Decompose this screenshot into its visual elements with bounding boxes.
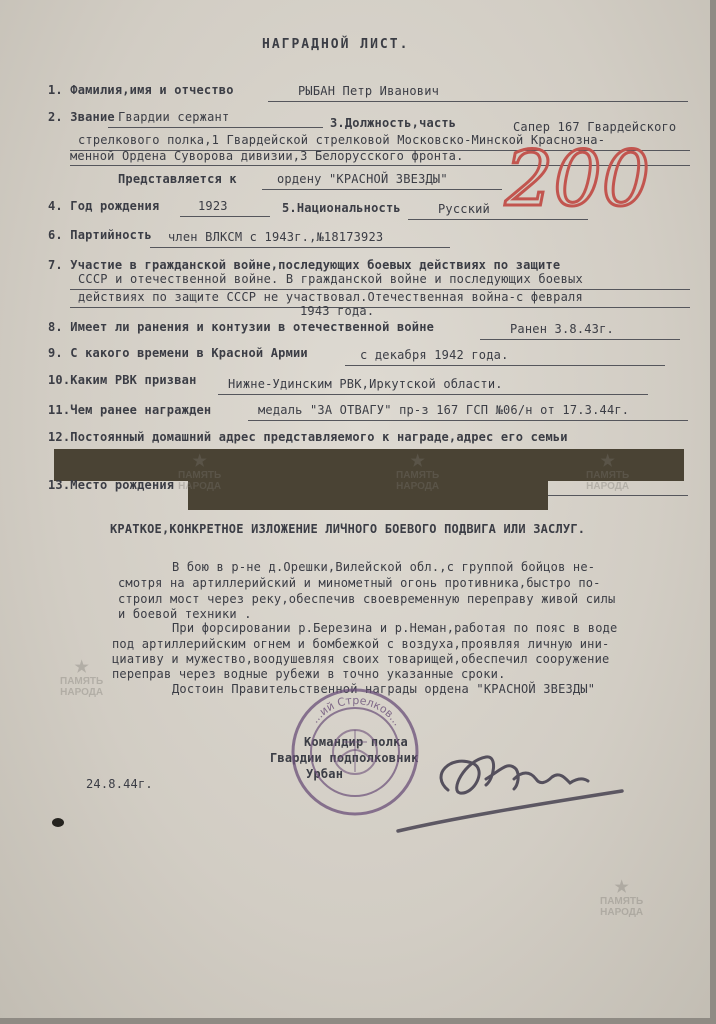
field-3-continuation-2: менной Ордена Суворова дивизии,3 Белорусского фронта. xyxy=(70,149,464,163)
field-2-label: 2. Звание xyxy=(48,110,115,124)
field-4-label: 4. Год рождения xyxy=(48,199,160,213)
field-13-label: 13.Место рождения xyxy=(48,478,175,492)
field-13-underline xyxy=(548,495,688,496)
watermark-star-icon: ★ xyxy=(600,453,615,470)
field-10-label: 10.Каким РВК призван xyxy=(48,373,197,387)
page-edge-right xyxy=(710,0,716,1024)
summary-line: и боевой техники . xyxy=(118,607,252,621)
summary-line: В бою в р-не д.Орешки,Вилейской обл.,с группой бойцов не- xyxy=(172,560,596,574)
field-10-underline xyxy=(218,394,648,395)
commander-name: Урбан xyxy=(306,767,344,781)
summary-heading: КРАТКОЕ,КОНКРЕТНОЕ ИЗЛОЖЕНИЕ ЛИЧНОГО БОЕВОГО ПОДВИГА ИЛИ ЗАСЛУГ. xyxy=(110,522,586,536)
red-pencil-annotation xyxy=(480,130,710,230)
watermark: ★ ПАМЯТЬ НАРОДА xyxy=(586,453,630,492)
watermark: ★ ПАМЯТЬ НАРОДА xyxy=(60,659,104,698)
presented-label: Представляется к xyxy=(118,172,237,186)
field-2-underline xyxy=(108,127,323,128)
summary-line: переправ через водные рубежи в точно указанные сроки. xyxy=(112,667,506,681)
field-11-label: 11.Чем ранее награжден xyxy=(48,403,212,417)
document-title: НАГРАДНОЙ ЛИСТ. xyxy=(262,37,410,52)
summary-line: Достоин Правительственной награды ордена "КРАСНОЙ ЗВЕЗДЫ" xyxy=(172,682,596,696)
stamp-text: ...ий Стрелков... xyxy=(308,693,404,729)
field-6-label: 6. Партийность xyxy=(48,228,152,242)
watermark: ★ ПАМЯТЬ НАРОДА xyxy=(178,453,222,492)
watermark-star-icon: ★ xyxy=(410,453,425,470)
field-1-value: РЫБАН Петр Иванович xyxy=(298,84,440,98)
commander-signature xyxy=(390,735,630,845)
summary-line: строил мост через реку,обеспечив своевременную переправу живой силы xyxy=(118,592,616,606)
field-7-underline-2 xyxy=(70,307,690,308)
field-11-underline xyxy=(248,420,688,421)
watermark: ★ ПАМЯТЬ НАРОДА xyxy=(600,879,644,918)
field-4-value: 1923 xyxy=(198,199,228,213)
field-4-underline xyxy=(180,216,270,217)
field-2-value: Гвардии сержант xyxy=(118,110,230,124)
field-12-label: 12.Постоянный домашний адрес представляемого к награде,адрес его семьи xyxy=(48,430,568,444)
commander-title: Командир полка xyxy=(304,735,408,749)
field-7-label: 7. Участие в гражданской войне,последующих боевых действиях по защите xyxy=(48,258,561,272)
presented-value: ордену "КРАСНОЙ ЗВЕЗДЫ" xyxy=(277,172,448,186)
watermark-star-icon: ★ xyxy=(74,659,89,676)
field-5-label: 5.Национальность xyxy=(282,201,401,215)
watermark: ★ ПАМЯТЬ НАРОДА xyxy=(396,453,440,492)
summary-line: При форсировании р.Березина и р.Неман,работая по пояс в воде xyxy=(172,621,618,635)
field-7-continuation-1: СССР и отечественной войне. В гражданской войне и последующих боевых xyxy=(78,272,583,286)
watermark-star-icon: ★ xyxy=(192,453,207,470)
field-1-label: 1. Фамилия,имя и отчество xyxy=(48,83,234,97)
presented-underline xyxy=(262,189,502,190)
field-7-continuation-3: 1943 года. xyxy=(300,304,375,318)
summary-line: циативу и мужество,воодушевляя своих товарищей,обеспечил сооружение xyxy=(112,652,610,666)
field-3-label: 3.Должность,часть xyxy=(330,116,457,130)
field-8-underline xyxy=(480,339,680,340)
field-3-continuation-1: стрелкового полка,1 Гвардейской стрелковой Московско-Минской Краснозна- xyxy=(78,133,606,147)
field-5-value: Русский xyxy=(438,202,490,216)
field-8-label: 8. Имеет ли ранения и контузии в отечественной войне xyxy=(48,320,435,334)
field-8-value: Ранен 3.8.43г. xyxy=(510,322,614,336)
field-6-underline xyxy=(150,247,450,248)
field-1-underline xyxy=(268,101,688,102)
field-9-underline xyxy=(345,365,665,366)
field-6-value: член ВЛКСМ с 1943г.,№18173923 xyxy=(168,230,384,244)
redaction-bar-2 xyxy=(188,478,548,510)
watermark-star-icon: ★ xyxy=(614,879,629,896)
commander-rank: Гвардии подполковник xyxy=(270,751,419,765)
field-9-label: 9. С какого времени в Красной Армии xyxy=(48,346,308,360)
field-9-value: с декабря 1942 года. xyxy=(360,348,509,362)
summary-line: под артиллерийским огнем и бомбежкой с воздуха,проявляя личную ини- xyxy=(112,637,610,651)
field-3-value: Сапер 167 Гвардейского xyxy=(513,120,677,134)
field-7-continuation-2: действиях по защите СССР не участвовал.Отечественная война-с февраля xyxy=(78,290,583,304)
document-date: 24.8.44г. xyxy=(86,777,153,791)
handwritten-number: 200 xyxy=(505,134,651,223)
summary-line: смотря на артиллерийский и минометный огонь противника,быстро по- xyxy=(118,576,601,590)
field-10-value: Нижне-Удинским РВК,Иркутской области. xyxy=(228,377,503,391)
page-edge-bottom xyxy=(0,1018,716,1024)
field-11-value: медаль "ЗА ОТВАГУ" пр-з 167 ГСП №06/н от 17.3.44г. xyxy=(258,403,630,417)
punch-hole xyxy=(52,818,64,827)
